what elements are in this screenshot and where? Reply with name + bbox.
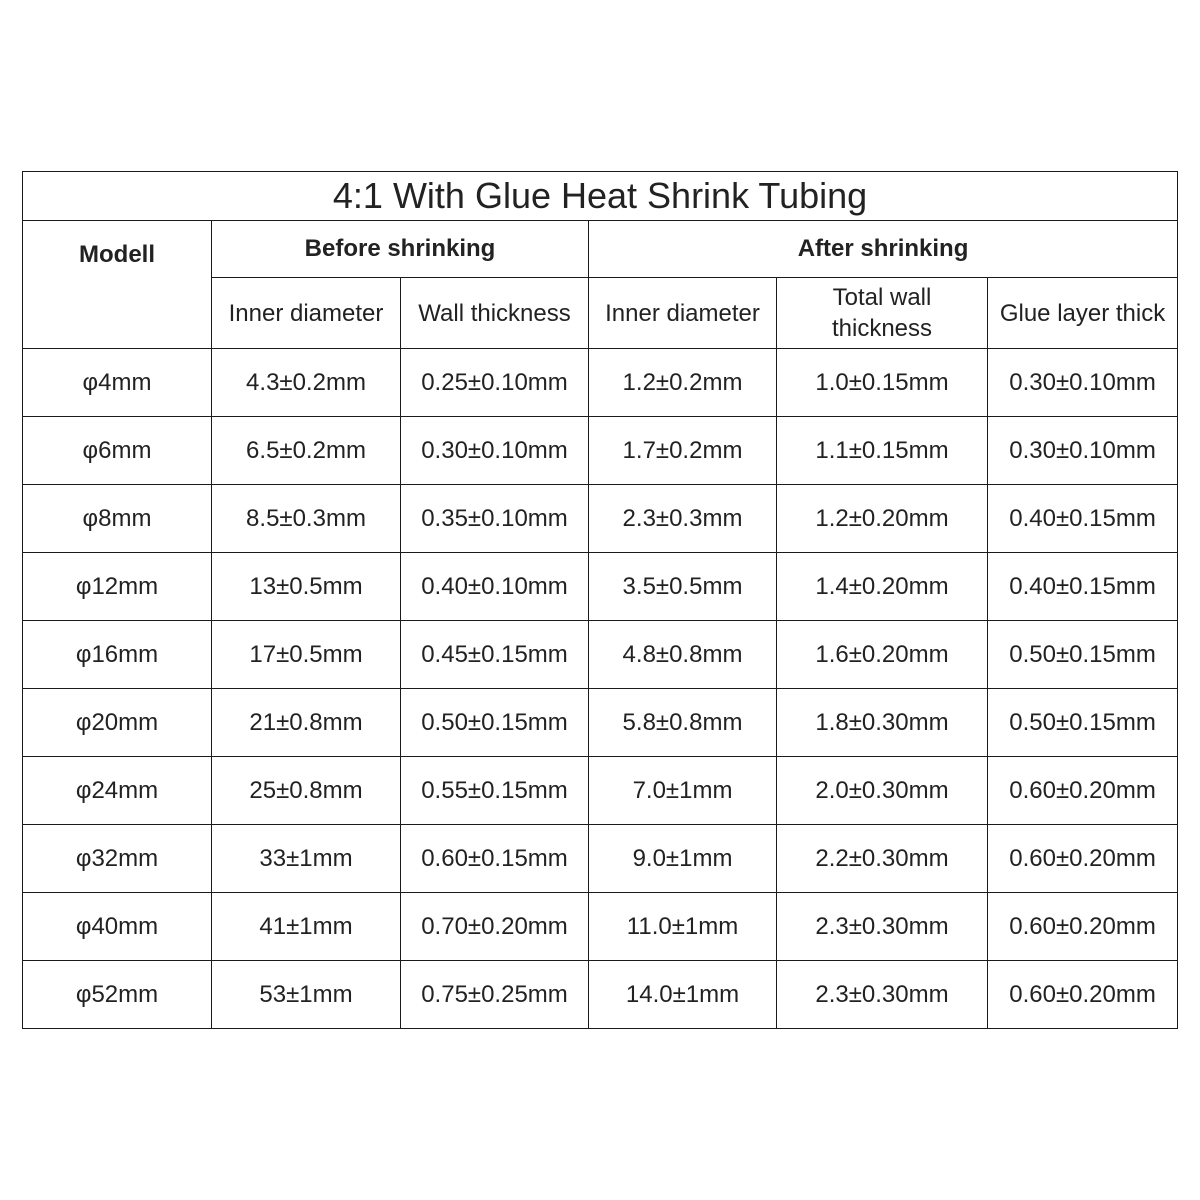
total-wall-thickness-cell: 2.3±0.30mm xyxy=(777,893,988,961)
total-wall-thickness-cell: 1.8±0.30mm xyxy=(777,689,988,757)
total-wall-thickness-cell: 1.2±0.20mm xyxy=(777,485,988,553)
before-inner-diameter-cell: 6.5±0.2mm xyxy=(212,417,401,485)
before-inner-diameter-cell: 33±1mm xyxy=(212,825,401,893)
model-cell: φ40mm xyxy=(23,893,212,961)
before-inner-diameter-cell: 21±0.8mm xyxy=(212,689,401,757)
model-header: Modell xyxy=(23,221,212,349)
after-inner-diameter-cell: 1.7±0.2mm xyxy=(589,417,777,485)
spec-table xyxy=(22,171,1178,1029)
sub-header-before-wall-thickness: Wall thickness xyxy=(401,278,589,349)
after-inner-diameter-cell: 7.0±1mm xyxy=(589,757,777,825)
sub-header-total-wall-thickness: Total wall thickness xyxy=(777,278,988,349)
before-inner-diameter-cell: 13±0.5mm xyxy=(212,553,401,621)
after-inner-diameter-cell: 14.0±1mm xyxy=(589,961,777,1029)
total-wall-thickness-cell: 2.2±0.30mm xyxy=(777,825,988,893)
before-shrinking-header: Before shrinking xyxy=(212,221,589,278)
glue-layer-thick-cell: 0.30±0.10mm xyxy=(988,349,1178,417)
before-wall-thickness-cell: 0.45±0.15mm xyxy=(401,621,589,689)
table-title: 4:1 With Glue Heat Shrink Tubing xyxy=(23,172,1178,221)
model-cell: φ6mm xyxy=(23,417,212,485)
table-row xyxy=(23,417,1178,485)
sub-header-before-inner-diameter: Inner diameter xyxy=(212,278,401,349)
before-wall-thickness-cell: 0.55±0.15mm xyxy=(401,757,589,825)
model-cell: φ16mm xyxy=(23,621,212,689)
table-row xyxy=(23,825,1178,893)
total-wall-thickness-cell: 1.0±0.15mm xyxy=(777,349,988,417)
glue-layer-thick-cell: 0.60±0.20mm xyxy=(988,757,1178,825)
glue-layer-thick-cell: 0.30±0.10mm xyxy=(988,417,1178,485)
before-inner-diameter-cell: 53±1mm xyxy=(212,961,401,1029)
before-inner-diameter-cell: 4.3±0.2mm xyxy=(212,349,401,417)
before-wall-thickness-cell: 0.40±0.10mm xyxy=(401,553,589,621)
before-wall-thickness-cell: 0.75±0.25mm xyxy=(401,961,589,1029)
total-wall-thickness-cell: 2.0±0.30mm xyxy=(777,757,988,825)
glue-layer-thick-cell: 0.60±0.20mm xyxy=(988,893,1178,961)
model-cell: φ24mm xyxy=(23,757,212,825)
total-wall-thickness-cell: 2.3±0.30mm xyxy=(777,961,988,1029)
model-cell: φ32mm xyxy=(23,825,212,893)
total-wall-thickness-cell: 1.6±0.20mm xyxy=(777,621,988,689)
table-row xyxy=(23,621,1178,689)
after-inner-diameter-cell: 5.8±0.8mm xyxy=(589,689,777,757)
before-inner-diameter-cell: 17±0.5mm xyxy=(212,621,401,689)
before-inner-diameter-cell: 25±0.8mm xyxy=(212,757,401,825)
total-wall-thickness-cell: 1.1±0.15mm xyxy=(777,417,988,485)
model-cell: φ4mm xyxy=(23,349,212,417)
glue-layer-thick-cell: 0.60±0.20mm xyxy=(988,961,1178,1029)
before-inner-diameter-cell: 41±1mm xyxy=(212,893,401,961)
glue-layer-thick-cell: 0.40±0.15mm xyxy=(988,485,1178,553)
table-row xyxy=(23,553,1178,621)
table-row xyxy=(23,485,1178,553)
table-row xyxy=(23,349,1178,417)
table-row xyxy=(23,689,1178,757)
after-inner-diameter-cell: 9.0±1mm xyxy=(589,825,777,893)
after-inner-diameter-cell: 3.5±0.5mm xyxy=(589,553,777,621)
before-wall-thickness-cell: 0.25±0.10mm xyxy=(401,349,589,417)
after-inner-diameter-cell: 1.2±0.2mm xyxy=(589,349,777,417)
sub-header-glue-layer-thick: Glue layer thick xyxy=(988,278,1178,349)
model-cell: φ20mm xyxy=(23,689,212,757)
glue-layer-thick-cell: 0.50±0.15mm xyxy=(988,689,1178,757)
before-wall-thickness-cell: 0.50±0.15mm xyxy=(401,689,589,757)
glue-layer-thick-cell: 0.40±0.15mm xyxy=(988,553,1178,621)
before-inner-diameter-cell: 8.5±0.3mm xyxy=(212,485,401,553)
model-cell: φ52mm xyxy=(23,961,212,1029)
glue-layer-thick-cell: 0.50±0.15mm xyxy=(988,621,1178,689)
before-wall-thickness-cell: 0.60±0.15mm xyxy=(401,825,589,893)
table-row xyxy=(23,757,1178,825)
total-wall-thickness-cell: 1.4±0.20mm xyxy=(777,553,988,621)
group-header-row xyxy=(23,221,1178,278)
after-shrinking-header: After shrinking xyxy=(589,221,1178,278)
table-row xyxy=(23,961,1178,1029)
before-wall-thickness-cell: 0.70±0.20mm xyxy=(401,893,589,961)
after-inner-diameter-cell: 11.0±1mm xyxy=(589,893,777,961)
after-inner-diameter-cell: 2.3±0.3mm xyxy=(589,485,777,553)
table-body xyxy=(23,349,1178,1029)
table-row xyxy=(23,893,1178,961)
title-row xyxy=(23,172,1178,221)
glue-layer-thick-cell: 0.60±0.20mm xyxy=(988,825,1178,893)
sub-header-after-inner-diameter: Inner diameter xyxy=(589,278,777,349)
before-wall-thickness-cell: 0.35±0.10mm xyxy=(401,485,589,553)
before-wall-thickness-cell: 0.30±0.10mm xyxy=(401,417,589,485)
model-cell: φ12mm xyxy=(23,553,212,621)
after-inner-diameter-cell: 4.8±0.8mm xyxy=(589,621,777,689)
model-cell: φ8mm xyxy=(23,485,212,553)
